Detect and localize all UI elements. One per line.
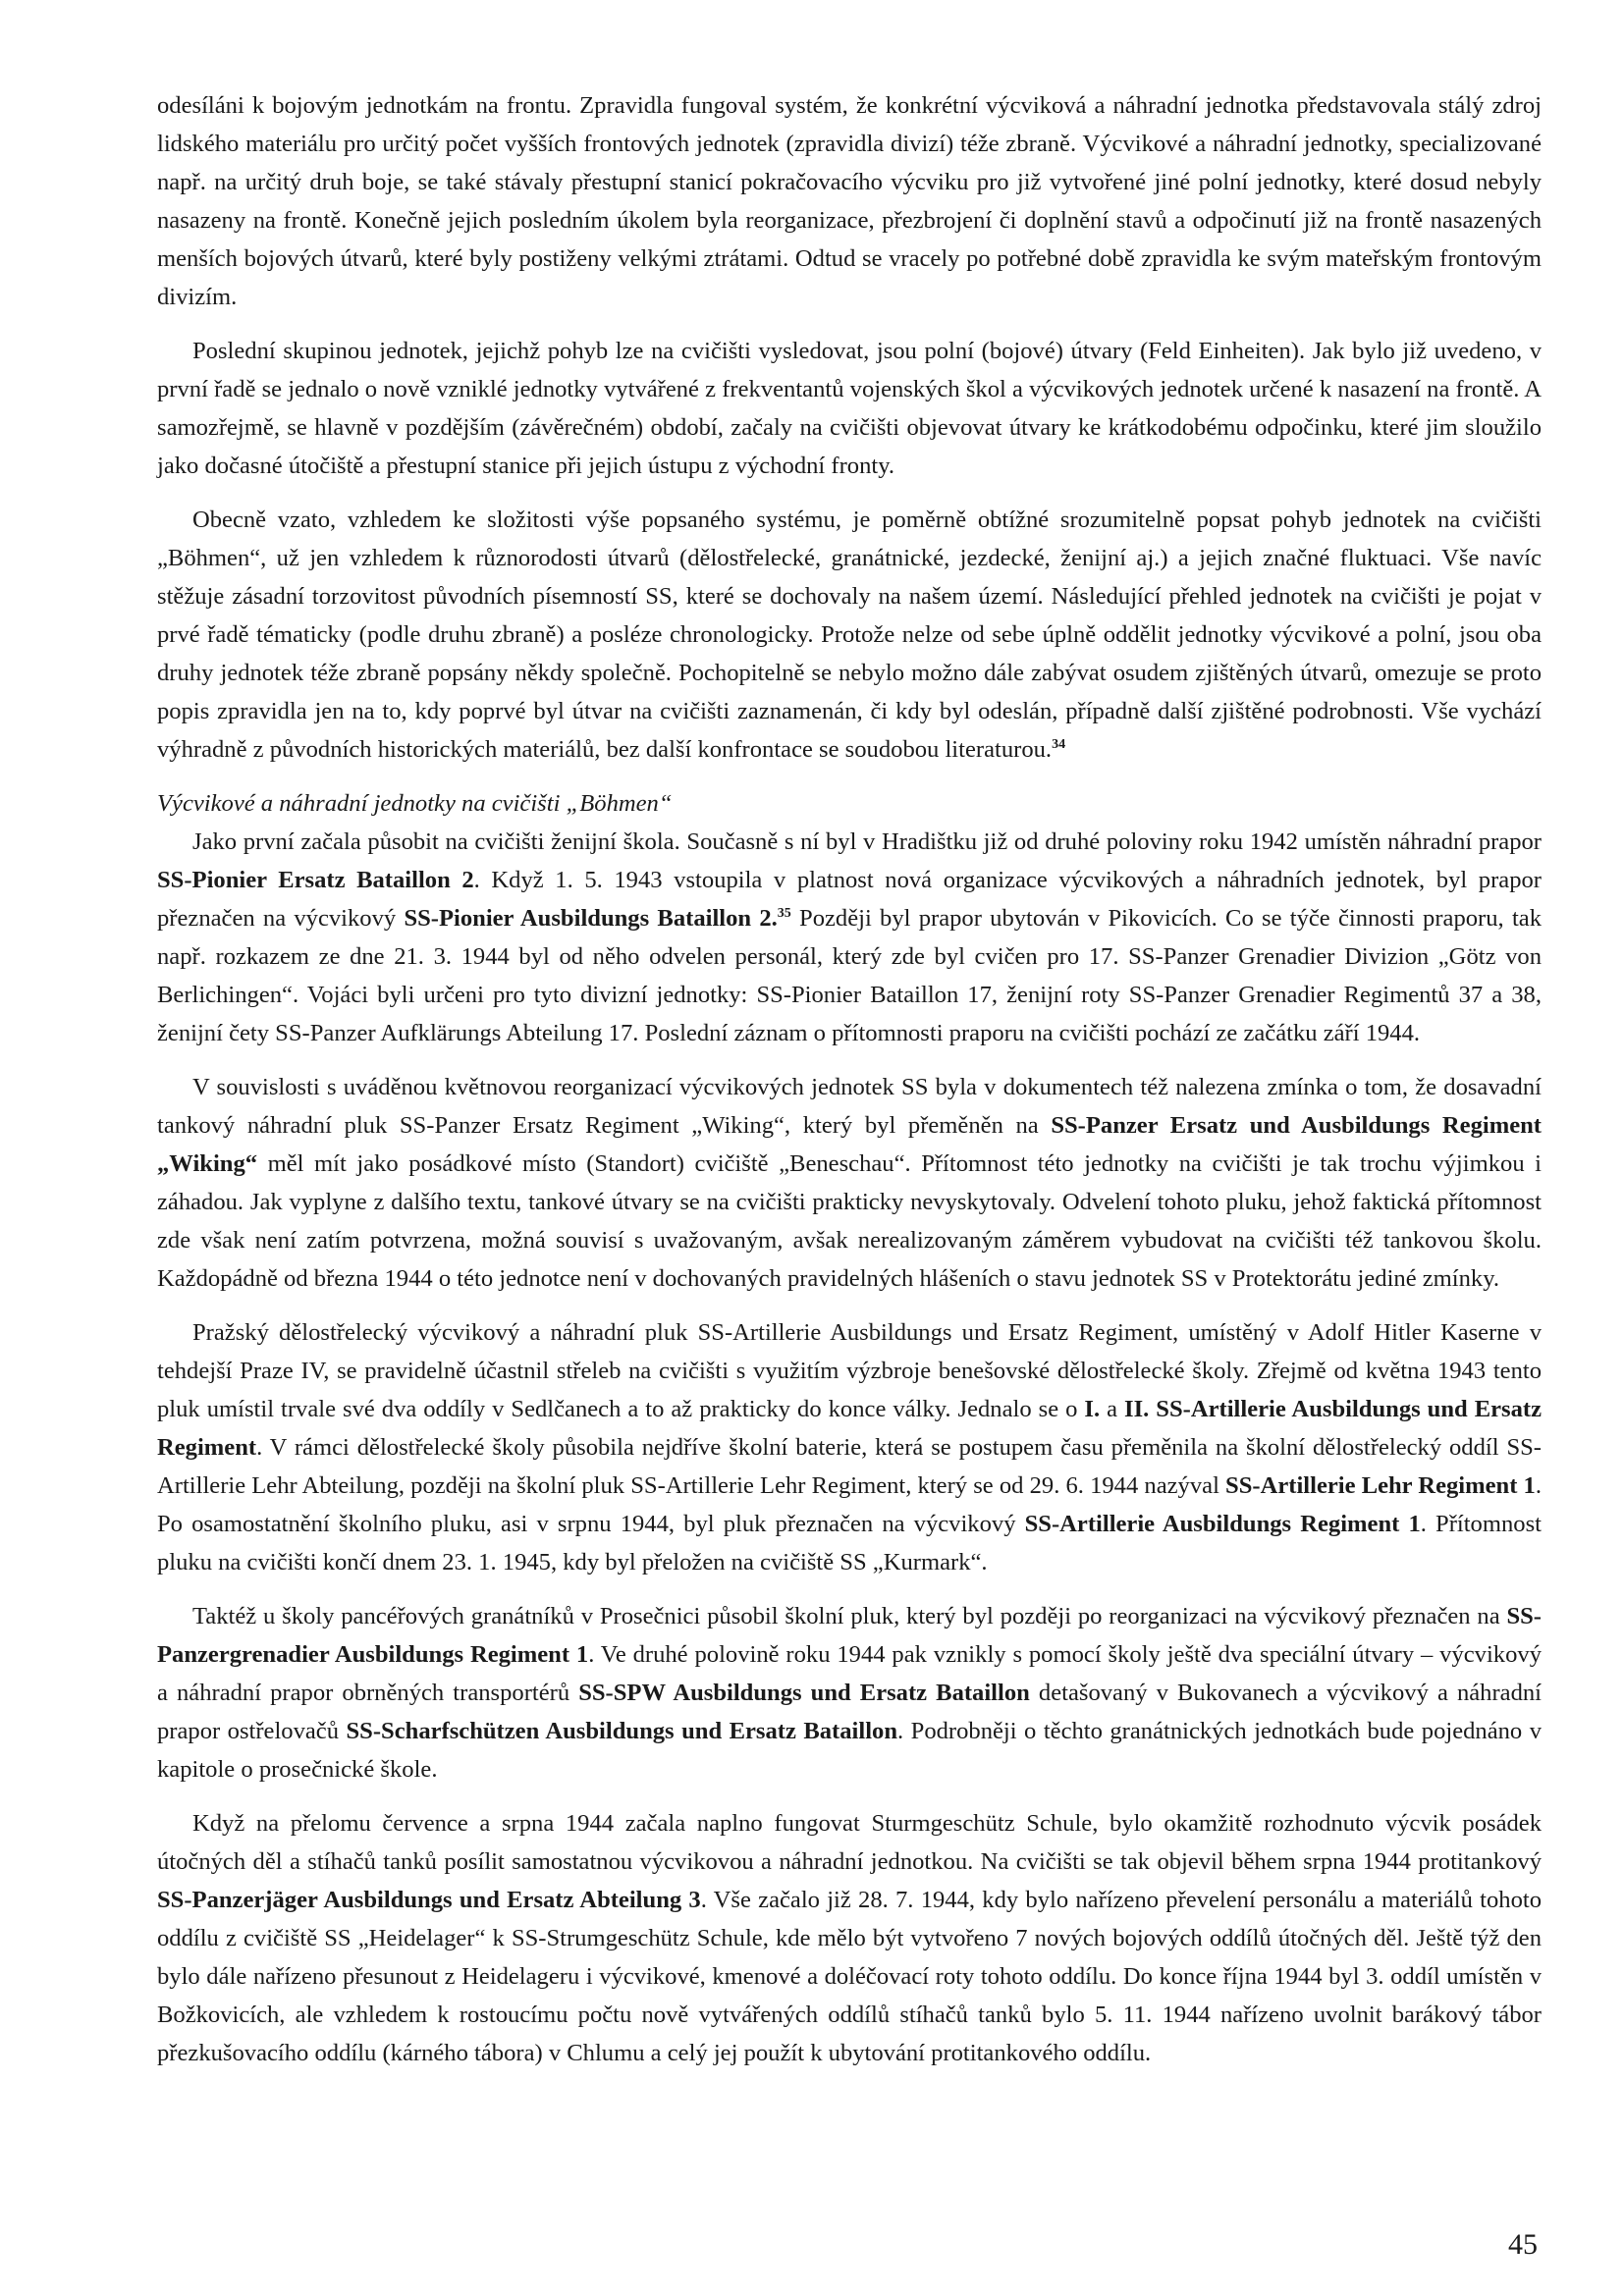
paragraph-1-text: odesíláni k bojovým jednotkám na frontu. Zpravidla fungoval systém, že konkrétní výcviková a náhradní jednotka představovala stálý zdroj lidského materiálu pro určitý počet vyšších frontových jednotek (zpravidla divizí) téže zbraně. Výcvikové a náhradní jednotky, specializované např. na určitý druh boje, se také stávaly přestupní stanicí pokračovacího výcviku pro již vytvořené jiné polní jednotky, které dosud nebyly nasazeny na frontě. Konečně jejich posledním úkolem byla reorganizace, přezbrojení či doplnění stavů a odpočinutí již na frontě nasazených menších bojových útvarů, které byly postiženy velkými ztrátami. Odtud se vracely po potřebné době zpravidla ke svým mateřským frontovým divizím. bbox=[157, 92, 1542, 310]
unit-name: II. SS-Artillerie Ausbildungs und Ersatz Regiment bbox=[157, 1396, 1542, 1461]
unit-name: SS-Panzer Ersatz und Ausbildungs Regiment „Wiking“ bbox=[157, 1112, 1542, 1177]
paragraph-7 bbox=[157, 1597, 1542, 1789]
unit-name: SS-Artillerie Ausbildungs Regiment 1 bbox=[1024, 1511, 1421, 1537]
unit-name: SS-Scharfschützen Ausbildungs und Ersatz Bataillon bbox=[346, 1718, 898, 1744]
unit-name: SS-Pionier Ersatz Bataillon 2 bbox=[157, 867, 474, 893]
paragraph-7-text-2: . Ve druhé polovině roku 1944 pak vznikly s pomocí školy ještě dva speciální útvary – výcvikový a náhradní prapor obrněných transportérů bbox=[157, 1641, 1542, 1706]
unit-name: SS-Pionier Ausbildungs Bataillon 2. bbox=[404, 905, 778, 932]
paragraph-7-text-1: Taktéž u školy pancéřových granátníků v Prosečnici působil školní pluk, který byl později po reorganizaci na výcvikový přeznačen na bbox=[192, 1603, 1507, 1629]
paragraph-2 bbox=[157, 332, 1542, 485]
paragraph-6-text-2: a bbox=[1100, 1396, 1125, 1422]
paragraph-2-text: Poslední skupinou jednotek, jejichž pohyb lze na cvičišti vysledovat, jsou polní (bojové) útvary (Feld Einheiten). Jak bylo již uvedeno, v první řadě se jednalo o nově vzniklé jednotky vytvářené z frekventantů vojenských škol a výcvikových jednotek určené k nasazení na frontě. A samozřejmě, se hlavně v pozdějším (závěrečném) období, začaly na cvičišti objevovat útvary ke krátkodobému odpočinku, které jim sloužilo jako dočasné útočiště a přestupní stanice při jejich ústupu z východní fronty. bbox=[157, 338, 1542, 479]
paragraph-4-text-3: Později byl prapor ubytován v Pikovicích. Co se týče činnosti praporu, tak např. rozkazem ze dne 21. 3. 1944 byl od něho odvelen personál, který zde byl cvičen pro 17. SS-Panzer Grenadier Divizion „Götz von Berlichingen“. Vojáci byli určeni pro tyto divizní jednotky: SS-Pionier Bataillon 17, ženijní roty SS-Panzer Grenadier Regimentů 37 a 38, ženijní čety SS-Panzer Aufklärungs Abteilung 17. Poslední záznam o přítomnosti praporu na cvičišti pochází ze začátku září 1944. bbox=[157, 905, 1542, 1046]
paragraph-6-text-1: Pražský dělostřelecký výcvikový a náhradní pluk SS-Artillerie Ausbildungs und Ersatz Regiment, umístěný v Adolf Hitler Kaserne v tehdejší Praze IV, se pravidelně účastnil střeleb na cvičišti s využitím výzbroje benešovské dělostřelecké školy. Zřejmě od května 1943 tento pluk umístil trvale své dva oddíly v Sedlčanech a to až prakticky do konce války. Jednalo se o bbox=[157, 1319, 1542, 1422]
paragraph-5-text-1: V souvislosti s uváděnou květnovou reorganizací výcvikových jednotek SS byla v dokumentech též nalezena zmínka o tom, že dosavadní tankový náhradní pluk SS-Panzer Ersatz Regiment „Wiking“, který byl přeměněn na bbox=[157, 1074, 1542, 1139]
section-heading: Výcvikové a náhradní jednotky na cvičišti „Böhmen“ bbox=[157, 790, 673, 817]
paragraph-7-text-4: . Podrobněji o těchto granátnických jednotkách bude pojednáno v kapitole o prosečnické škole. bbox=[157, 1718, 1542, 1783]
paragraph-3 bbox=[157, 501, 1542, 769]
page-number: 45 bbox=[1508, 2228, 1538, 2261]
footnote-ref-35: 35 bbox=[777, 906, 791, 921]
paragraph-5-text-2: měl mít jako posádkové místo (Standort) cvičiště „Beneschau“. Přítomnost této jednotky na cvičišti je tak trochu výjimkou i záhadou. Jak vyplyne z dalšího textu, tankové útvary se na cvičišti prakticky nevyskytovaly. Odvelení tohoto pluku, jehož faktická přítomnost zde však není zatím potvrzena, možná souvisí s uvažovaným, avšak nerealizovaným záměrem vybudovat na cvičišti též tankovou školu. Každopádně od března 1944 o této jednotce není v dochovaných pravidelných hlášeních o stavu jednotek SS v Protektorátu jediné zmínky. bbox=[157, 1150, 1542, 1292]
paragraph-5 bbox=[157, 1068, 1542, 1298]
document-body bbox=[157, 86, 1542, 2072]
paragraph-3-text: Obecně vzato, vzhledem ke složitosti výše popsaného systému, je poměrně obtížné srozumitelně popsat pohyb jednotek na cvičišti „Böhmen“, už jen vzhledem k různorodosti útvarů (dělostřelecké, granátnické, jezdecké, ženijní aj.) a jejich značné fluktuaci. Vše navíc stěžuje zásadní torzovitost původních písemností SS, které se dochovaly na našem území. Následující přehled jednotek na cvičišti je pojat v prvé řadě tématicky (podle druhu zbraně) a posléze chronologicky. Protože nelze od sebe úplně oddělit jednotky výcvikové a polní, jsou oba druhy jednotek téže zbraně popsány někdy společně. Pochopitelně se nebylo možno dále zabývat osudem zjištěných útvarů, omezuje se proto popis zpravidla jen na to, kdy poprvé byl útvar na cvičišti zaznamenán, či kdy byl odeslán, případně další zjištěné podrobnosti. Vše vychází výhradně z původních historických materiálů, bez další konfrontace se soudobou literaturou. bbox=[157, 507, 1542, 763]
unit-name: SS-Panzerjäger Ausbildungs und Ersatz Abteilung 3 bbox=[157, 1887, 701, 1913]
paragraph-4-text-1: Jako první začala působit na cvičišti ženijní škola. Současně s ní byl v Hradištku již od druhé poloviny roku 1942 umístěn náhradní prapor bbox=[192, 828, 1542, 855]
paragraph-4 bbox=[157, 823, 1542, 1052]
paragraph-6-text-5: . Přítomnost pluku na cvičišti končí dnem 23. 1. 1945, kdy byl přeložen na cvičiště SS „Kurmark“. bbox=[157, 1511, 1542, 1575]
unit-name: SS-Artillerie Lehr Regiment 1 bbox=[1225, 1472, 1536, 1499]
unit-name: SS-Panzergrenadier Ausbildungs Regiment 1 bbox=[157, 1603, 1542, 1668]
paragraph-6-text-4: . Po osamostatnění školního pluku, asi v srpnu 1944, byl pluk přeznačen na výcvikový bbox=[157, 1472, 1542, 1537]
paragraph-8-text-2: . Vše začalo již 28. 7. 1944, kdy bylo nařízeno převelení personálu a materiálů tohoto oddílu z cvičiště SS „Heidelager“ k SS-Strumgeschütz Schule, kde mělo být vytvořeno 7 nových bojových oddílů útočných děl. Ještě týž den bylo dále nařízeno přesunout z Heidelageru i výcvikové, kmenové a doléčovací roty tohoto oddílu. Do konce října 1944 byl 3. oddíl umístěn v Božkovicích, ale vzhledem k rostoucímu počtu nově vytvářených oddílů stíhačů tanků bylo 5. 11. 1944 nařízeno uvolnit barákový tábor přezkušovacího oddílu (kárného tábora) v Chlumu a celý jej použít k ubytování protitankového oddílu. bbox=[157, 1887, 1542, 2066]
paragraph-7-text-3: detašovaný v Bukovanech a výcvikový a náhradní prapor ostřelovačů bbox=[157, 1680, 1542, 1744]
paragraph-6-text-3: . V rámci dělostřelecké školy působila nejdříve školní baterie, která se postupem času přeměnila na školní dělostřelecký oddíl SS-Artillerie Lehr Abteilung, později na školní pluk SS-Artillerie Lehr Regiment, který se od 29. 6. 1944 nazýval bbox=[157, 1434, 1542, 1499]
paragraph-4-text-2: . Když 1. 5. 1943 vstoupila v platnost nová organizace výcvikových a náhradních jednotek, byl prapor přeznačen na výcvikový bbox=[157, 867, 1542, 932]
paragraph-8-text-1: Když na přelomu července a srpna 1944 začala naplno fungovat Sturmgeschütz Schule, bylo okamžitě rozhodnuto výcvik posádek útočných děl a stíhačů tanků posílit samostatnou výcvikovou a náhradní jednotkou. Na cvičišti se tak objevil během srpna 1944 protitankový bbox=[157, 1810, 1542, 1875]
footnote-ref-34: 34 bbox=[1052, 737, 1066, 752]
paragraph-6 bbox=[157, 1313, 1542, 1581]
paragraph-1 bbox=[157, 86, 1542, 316]
unit-name: SS-SPW Ausbildungs und Ersatz Bataillon bbox=[578, 1680, 1030, 1706]
unit-name: I. bbox=[1084, 1396, 1101, 1422]
paragraph-8 bbox=[157, 1804, 1542, 2072]
